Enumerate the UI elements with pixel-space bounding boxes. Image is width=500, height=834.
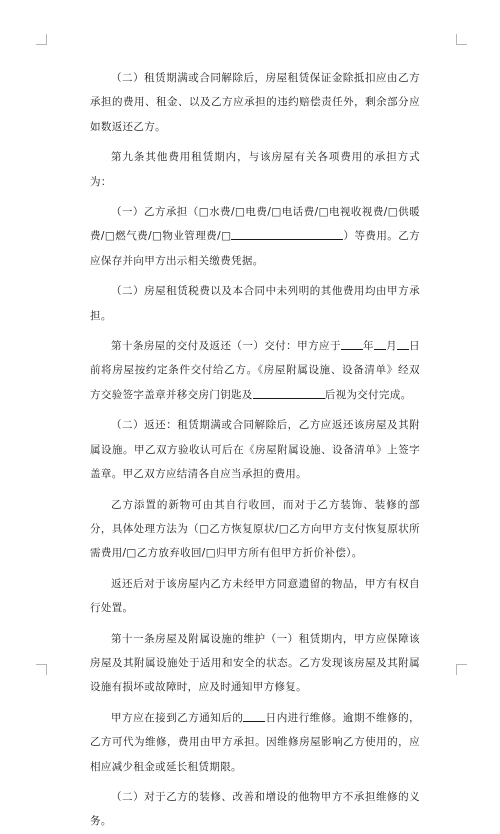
paragraph-text: 第十一条房屋及附属设施的维护（一）租赁期内，甲方应保障该房屋及其附属设施处于适用和安全的状态。乙方发现该房屋及其附属设施有损坏或故障时，应及时通知甲方修复。 <box>90 632 420 694</box>
paragraph-deposit-return <box>90 66 420 139</box>
paragraph-article-10-delivery <box>90 334 420 407</box>
delivery-month-blank[interactable] <box>374 338 386 350</box>
paragraph-text: ）等费用。乙方应保存并向甲方出示相关缴费凭据。 <box>90 230 420 267</box>
delivery-day-blank[interactable] <box>397 338 409 350</box>
paragraph-article-9 <box>90 145 420 194</box>
paragraph-return <box>90 413 420 486</box>
year-label: 年 <box>362 340 374 353</box>
paragraph-text: （二）对于乙方的装修、改善和增设的他物甲方不承担维修的义务。 <box>90 790 420 828</box>
paragraph-tenant-fees <box>90 200 420 273</box>
paragraph-text: （二）租赁期满或合同解除后，房屋租赁保证金除抵扣应由乙方承担的费用、租金、以及乙方应承担的违约赔偿责任外，剩余部分应如数返还乙方。 <box>90 72 420 133</box>
document-body <box>90 66 420 834</box>
paragraph-no-repair-obligation <box>90 785 420 834</box>
paragraph-text: 日前将房屋按约定条件交付给乙方。《房屋附属设施、设备清单》经双方交验签字盖章并移交房门钥匙及 <box>90 340 420 401</box>
paragraph-text: 日内进行维修。逾期不维修的，乙方可代为维修，费用由甲方承担。因维修房屋影响乙方使用的，应相应减少租金或延长租赁期限。 <box>90 711 421 773</box>
repair-days-blank[interactable] <box>243 710 265 722</box>
paragraph-text: 甲方应在接到乙方通知后的 <box>111 711 244 724</box>
paragraph-text: 后视为交付完成。 <box>324 388 412 401</box>
paragraph-text: （二）房屋租赁税费以及本合同中未列明的其他费用均由甲方承担。 <box>90 285 420 322</box>
paragraph-text: 返还后对于该房屋内乙方未经甲方同意遗留的物品，甲方有权自行处置。 <box>90 577 420 615</box>
crop-mark-bottom-right <box>456 664 467 675</box>
paragraph-text: 乙方添置的新物可由其自行收回，而对于乙方装饰、装修的部分，具体处理方法为（□乙方恢复原状/□乙方向甲方支付恢复原状所需费用/□乙方放弃收回/□归甲方所有但甲方折价补偿）。 <box>90 498 420 560</box>
paragraph-left-items <box>90 572 420 621</box>
delivery-year-blank[interactable] <box>341 338 363 350</box>
paragraph-text: （二）返还：租赁期满或合同解除后，乙方应返还该房屋及其附属设施。甲乙双方验收认可后在《房屋附属设施、设备清单》上签字盖章。甲乙双方应结清各自应当承担的费用。 <box>90 419 420 481</box>
crop-mark-top-left <box>36 34 47 45</box>
paragraph-repair-deadline <box>90 706 420 779</box>
handover-items-blank[interactable] <box>253 387 325 399</box>
paragraph-text: （一）乙方承担（□水费/□电费/□电话费/□电视收视费/□供暖费/□燃气费/□物业管理费/□ <box>90 206 420 243</box>
paragraph-text: 第十条房屋的交付及返还（一）交付：甲方应于 <box>111 340 341 353</box>
month-label: 月 <box>385 340 398 353</box>
crop-mark-top-right <box>456 34 467 45</box>
paragraph-text: 第九条其他费用租赁期内，与该房屋有关各项费用的承担方式为： <box>90 151 420 188</box>
crop-mark-bottom-left <box>36 664 47 675</box>
paragraph-article-11-maintenance <box>90 627 420 700</box>
other-fee-blank[interactable] <box>231 228 343 240</box>
paragraph-decoration-handling <box>90 493 420 566</box>
paragraph-landlord-fees <box>90 279 420 328</box>
